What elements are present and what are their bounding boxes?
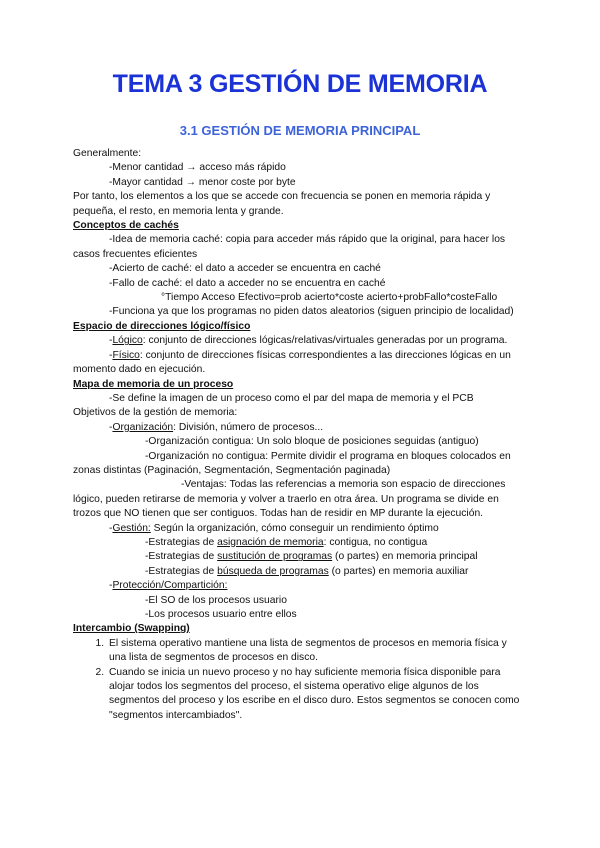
term-gestion: Gestión: — [112, 522, 151, 534]
text-line: -Organización contigua: Un solo bloque de posiciones seguidas (antiguo) — [145, 436, 479, 448]
heading-espacio-direcciones: Espacio de direcciones lógico/físico — [73, 320, 251, 332]
text-paragraph: Por tanto, los elementos a los que se accede con frecuencia se ponen en memoria rápida y pequeña, el resto, en memoria lenta y grande. — [73, 191, 491, 217]
heading-mapa-memoria: Mapa de memoria de un proceso — [73, 378, 234, 390]
text-line: -Estrategias de — [145, 565, 218, 577]
text-line: Objetivos de la gestión de memoria: — [73, 407, 238, 419]
text-line: -Estrategias de — [145, 551, 218, 563]
term-proteccion: Protección/Compartición: — [112, 580, 228, 592]
text-line: -Mayor cantidad → menor coste por byte — [109, 176, 296, 188]
text-line — [73, 536, 525, 550]
text-line: -Ventajas: Todas las referencias a memoria son espacio de direcciones lógico, pueden retirarse de memoria y volver a traerlo en otra área. Un programa se divide en trozos que NO tienen que ser contiguos. Todas han de residir en MP durante la ejecución. — [73, 479, 506, 520]
text-line: -Protección/Compartición: — [109, 580, 228, 592]
term-busqueda: búsqueda de programas — [217, 565, 329, 577]
term-asignacion: asignación de memoria — [217, 536, 324, 548]
text-paragraph: -Físico: conjunto de direcciones físicas correspondientes a las direcciones lógicas en un momento dado en ejecución. — [73, 349, 511, 376]
text-paragraph: -Lógico: conjunto de direcciones lógicas/relativas/virtuales generadas por un programa. — [109, 335, 508, 347]
text-line: : División, número de procesos... — [173, 421, 324, 433]
text-line: -Acierto de caché: el dato a acceder se encuentra en caché — [109, 263, 381, 275]
text-line: : conjunto de direcciones lógicas/relativas/virtuales generadas por un programa. — [142, 335, 508, 347]
section-subtitle: 3.1 GESTIÓN DE MEMORIA PRINCIPAL — [179, 123, 421, 138]
text-line: -Organización no contigua: Permite dividir el programa en bloques colocados en zonas distintas (Paginación, Segmentación, Segmentación paginada) — [73, 450, 511, 476]
formula-line: °Tiempo Acceso Efectivo=prob acierto*coste acierto+probFallo*costeFallo — [161, 292, 498, 304]
text-line: : contigua, no contigua — [323, 536, 428, 548]
term-organizacion: Organización — [112, 421, 174, 433]
heading-intercambio: Intercambio (Swapping) — [73, 623, 190, 635]
text-line: : conjunto de direcciones físicas correspondientes a las direcciones lógicas en un momento dado en ejecución. — [73, 349, 511, 376]
text-line — [73, 565, 525, 579]
text-line: -Idea de memoria caché: copia para acceder más rápido que la original, para hacer los casos frecuentes eficientes — [73, 234, 506, 260]
text-paragraph — [73, 305, 525, 319]
text-line: -Gestión: Según la organización, cómo conseguir un rendimiento óptimo — [109, 522, 439, 534]
text-paragraph — [73, 478, 525, 521]
text-line: -Fallo de caché: el dato a acceder no se encuentra en caché — [109, 277, 386, 289]
text-paragraph — [73, 450, 525, 479]
document-body — [73, 147, 525, 723]
text-line: -El SO de los procesos usuario — [145, 594, 287, 606]
term-logico: Lógico — [112, 335, 143, 347]
text-line: -Se define la imagen de un proceso como el par del mapa de memoria y el PCB — [109, 392, 474, 404]
text-line: -Funciona ya que los programas no piden datos aleatorios (siguen principio de localidad) — [109, 306, 514, 318]
text-line: -Estrategias de — [145, 536, 218, 548]
term-sustitucion: sustitución de programas — [217, 551, 333, 563]
numbered-list — [73, 637, 525, 723]
text-line: -Menor cantidad → acceso más rápido — [109, 162, 286, 174]
heading-conceptos-caches: Conceptos de cachés — [73, 220, 179, 232]
list-item: 2. Cuando se inicia un nuevo proceso y no hay suficiente memoria física disponible para alojar todos los segmentos del proceso, el sistema operativo elige algunos de los segmentos del proceso y los escribe en el disco duro. Estos segmentos se conocen como "segmentos intercambiados". — [107, 666, 525, 724]
list-item: 1. El sistema operativo mantiene una lista de segmentos de procesos en memoria física y una lista de segmentos de procesos en disco. — [107, 637, 525, 666]
text-line: -Organización: División, número de procesos... — [109, 421, 324, 433]
text-line: -Los procesos usuario entre ellos — [145, 609, 297, 620]
term-fisico: Físico — [112, 349, 140, 361]
text-paragraph — [73, 233, 525, 262]
text-line: (o partes) en memoria principal — [332, 551, 478, 563]
text-line — [73, 550, 525, 564]
text-line: Generalmente: — [73, 148, 142, 159]
text-line: (o partes) en memoria auxiliar — [328, 565, 469, 577]
page-title: TEMA 3 GESTIÓN DE MEMORIA — [112, 70, 488, 98]
text-line: Según la organización, cómo conseguir un rendimiento óptimo — [150, 522, 439, 534]
